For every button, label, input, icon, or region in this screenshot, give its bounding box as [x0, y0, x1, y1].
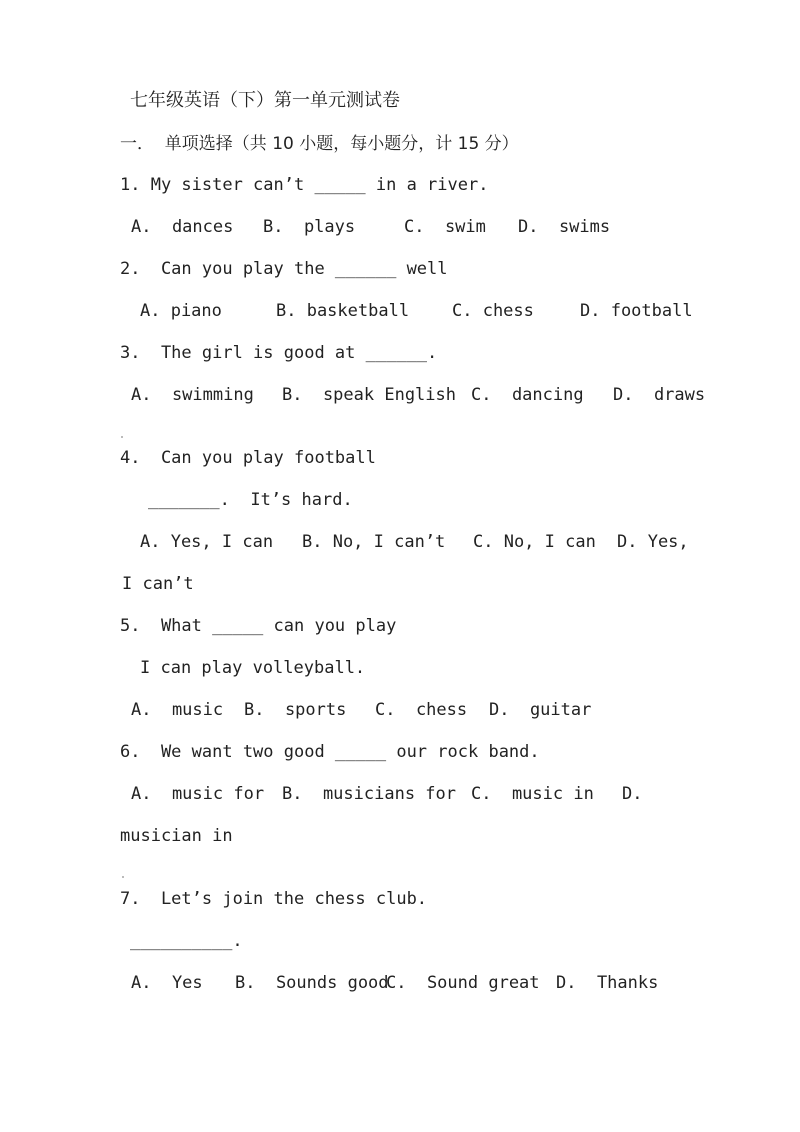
question-6-stem: 6. We want two good _____ our rock band.: [120, 742, 540, 762]
question-7-answer-line: __________.: [130, 931, 243, 951]
stray-mark: [121, 436, 123, 438]
stray-mark: [122, 876, 124, 878]
question-7-option-a: A. Yes: [131, 973, 203, 993]
question-4-option-a: A. Yes, I can: [140, 532, 274, 552]
page-title: 七年级英语（下）第一单元测试卷: [130, 90, 400, 111]
question-4-option-b: B. No, I can’t: [302, 532, 446, 552]
question-6-option-d-wrap: musician in: [120, 826, 233, 846]
question-1-option-d: D. swims: [518, 217, 611, 237]
question-4-answer-line: _______. It’s hard.: [148, 490, 353, 510]
question-2-option-d: D. football: [580, 301, 693, 321]
question-6-option-d: D.: [622, 784, 643, 804]
question-5-option-b: B. sports: [244, 700, 347, 720]
question-5-option-a: A. music: [131, 700, 224, 720]
question-1-option-a: A. dances: [131, 217, 234, 237]
question-5-stem: 5. What _____ can you play: [120, 616, 397, 636]
question-3-option-b: B. speak English: [282, 385, 456, 405]
question-3-stem: 3. The girl is good at ______.: [120, 343, 438, 363]
question-4-option-d: D. Yes,: [617, 532, 689, 552]
question-3-option-c: C. dancing: [471, 385, 584, 405]
question-4-stem: 4. Can you play football: [120, 448, 376, 468]
question-2-option-b: B. basketball: [276, 301, 410, 321]
question-6-option-c: C. music in: [471, 784, 594, 804]
question-5-answer-line: I can play volleyball.: [140, 658, 366, 678]
question-5-option-d: D. guitar: [489, 700, 592, 720]
question-1-option-c: C. swim: [404, 217, 486, 237]
question-3-option-d: D. draws: [613, 385, 706, 405]
question-7-option-d: D. Thanks: [556, 973, 659, 993]
question-6-option-a: A. music for: [131, 784, 265, 804]
question-5-option-c: C. chess: [375, 700, 468, 720]
question-7-stem: 7. Let’s join the chess club.: [120, 889, 428, 909]
question-7-option-c: C. Sound great: [386, 973, 540, 993]
question-6-option-b: B. musicians for: [282, 784, 456, 804]
question-1-stem: 1. My sister can’t _____ in a river.: [120, 175, 489, 195]
section-heading: 一． 单项选择（共 10 小题，每小题分，计 15 分）: [120, 134, 519, 154]
question-3-option-a: A. swimming: [131, 385, 254, 405]
question-7-option-b: B. Sounds good: [235, 973, 389, 993]
question-2-option-a: A. piano: [140, 301, 222, 321]
question-4-option-c: C. No, I can: [473, 532, 596, 552]
question-2-option-c: C. chess: [452, 301, 534, 321]
question-1-option-b: B. plays: [263, 217, 356, 237]
question-4-option-d-wrap: I can’t: [122, 574, 194, 594]
question-2-stem: 2. Can you play the ______ well: [120, 259, 448, 279]
